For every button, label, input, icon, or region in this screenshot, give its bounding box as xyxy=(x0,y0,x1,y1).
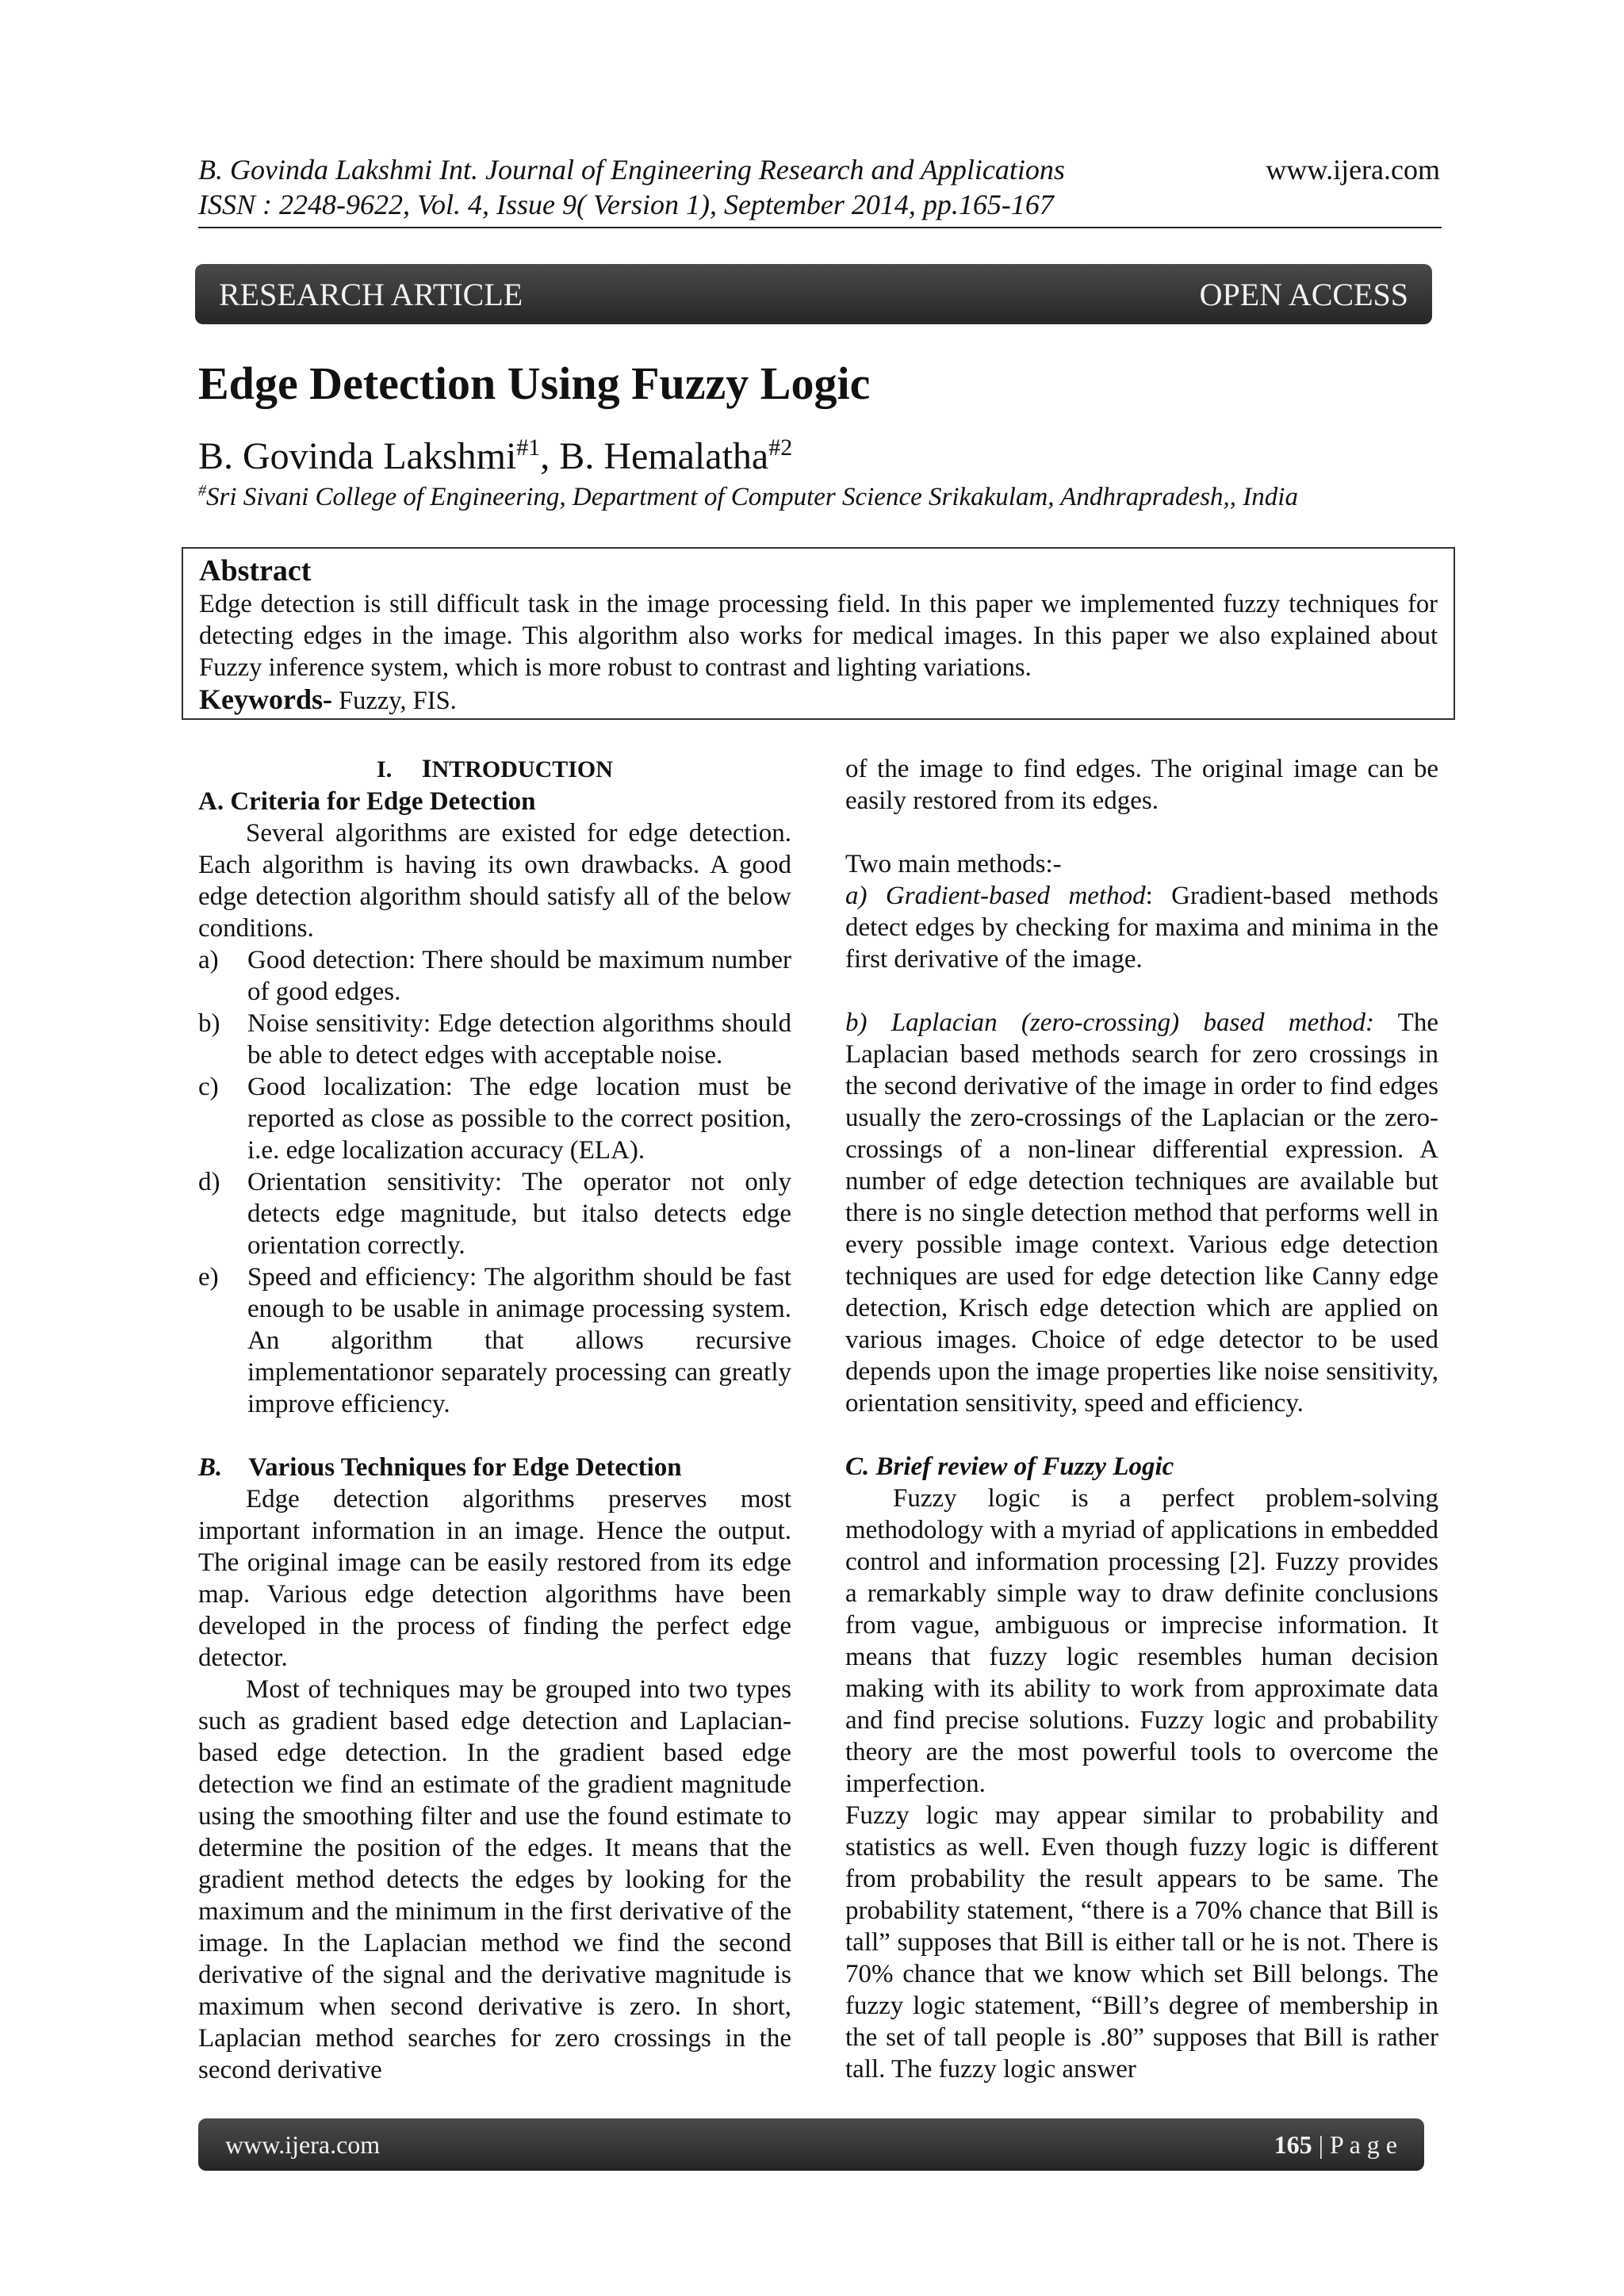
abstract-text: Edge detection is still difficult task in the image processing field. In this paper we implemented fuzzy techniques for detecting edges in the image. This algorithm also works for medical images. In this paper we also explained about Fuzzy inference system, which is more robust to contrast and lighting variations. xyxy=(199,590,1438,682)
criteria-list xyxy=(198,944,791,1420)
paragraph-fuzzy-2: Fuzzy logic may appear similar to probability and statistics as well. Even though fuzzy logic is different from probability the result appears to be same. The probability statement, “there is a 70% chance that Bill is tall” supposes that Bill is either tall or he is not. There is 70% chance that we know which set Bill belongs. The fuzzy logic statement, “Bill’s degree of membership in the set of tall people is .80” supposes that Bill is rather tall. The fuzzy logic answer xyxy=(845,1801,1438,2084)
open-access-label: OPEN ACCESS xyxy=(1199,276,1408,312)
author-list xyxy=(198,434,792,478)
keywords-label: Keywords- xyxy=(199,683,332,715)
list-item xyxy=(198,1008,791,1071)
affiliation-mark: # xyxy=(198,482,206,499)
subsection-c-heading: C. Brief review of Fuzzy Logic xyxy=(845,1452,1174,1481)
spacer xyxy=(845,817,1438,848)
list-item xyxy=(198,1261,791,1420)
list-text: Good detection: There should be maximum number of good edges. xyxy=(247,946,791,1006)
paragraph-continuation: of the image to find edges. The original image can be easily restored from its edges. xyxy=(845,755,1438,815)
right-column xyxy=(845,753,1438,2085)
list-text: Speed and efficiency: The algorithm should be fast enough to be usable in animage processing system. An algorithm that allows recursive implementationor separately processing can greatly improve efficiency. xyxy=(247,1263,791,1418)
paragraph-criteria-intro: Several algorithms are existed for edge detection. Each algorithm is having its own drawbacks. A good edge detection algorithm should satisfy all of the below conditions. xyxy=(198,819,791,943)
abstract-heading: Abstract xyxy=(199,554,312,587)
method-laplacian-label: b) Laplacian (zero-crossing) based method: xyxy=(845,1008,1374,1037)
header-rule xyxy=(198,227,1442,228)
list-text: Noise sensitivity: Edge detection algorithms should be able to detect edges with acceptable noise. xyxy=(247,1009,791,1070)
spacer xyxy=(198,1420,791,1452)
methods-title: Two main methods:- xyxy=(845,850,1062,878)
subsection-b-label: B. xyxy=(198,1453,223,1482)
research-article-label: RESEARCH ARTICLE xyxy=(219,276,523,312)
list-label: a) xyxy=(198,946,219,974)
affiliation-text: Sri Sivani College of Engineering, Department of Computer Science Srikakulam, Andhrapradesh,, India xyxy=(206,483,1298,511)
method-laplacian-text: The Laplacian based methods search for zero crossings in the second derivative of the image in order to find edges usually the zero-crossings of the Laplacian or the zero-crossings of a non-linear differential expression. A number of edge detection techniques are available but there is no single detection method that performs well in every possible image context. Various edge detection techniques are used for edge detection like Canny edge detection, Krisch edge detection which are applied on various images. Choice of edge detector to be used depends upon the image properties like noise sensitivity, orientation sensitivity, speed and efficiency. xyxy=(845,1008,1438,1418)
journal-header xyxy=(198,152,1440,222)
section-initial: I xyxy=(421,755,432,783)
subsection-b-title: Various Techniques for Edge Detection xyxy=(248,1453,682,1482)
spacer xyxy=(845,975,1438,1007)
section-title-rest: NTRODUCTION xyxy=(431,756,613,783)
list-item xyxy=(198,1166,791,1261)
journal-citation: B. Govinda Lakshmi Int. Journal of Engineering Research and Applications xyxy=(198,154,1065,186)
spacer xyxy=(845,1419,1438,1451)
subsection-b-heading xyxy=(198,1452,791,1483)
method-gradient-text: : Gradient-based methods detect edges by checking for maxima and minima in the first derivative of the image. xyxy=(845,882,1438,974)
left-column xyxy=(198,753,791,2086)
list-label: b) xyxy=(198,1009,220,1038)
method-gradient xyxy=(845,880,1438,975)
keywords-line xyxy=(199,683,1438,717)
list-label: d) xyxy=(198,1168,220,1196)
page-number-value: 165 xyxy=(1274,2130,1312,2159)
list-item xyxy=(198,1071,791,1166)
paragraph-fuzzy-1: Fuzzy logic is a perfect problem-solving methodology with a myriad of applications in embedded control and information processing [2]. Fuzzy provides a remarkably simple way to draw definite conclusions from vague, ambiguous or imprecise information. It means that fuzzy logic resembles human decision making with its ability to work from approximate data and find precise solutions. Fuzzy logic and probability theory are the most powerful tools to overcome the imperfection. xyxy=(845,1484,1438,1798)
footer-website[interactable]: www.ijera.com xyxy=(225,2130,381,2159)
paragraph-techniques-1: Edge detection algorithms preserves most important information in an image. Hence the output. The original image can be easily restored from its edge map. Various edge detection algorithms have been developed in the process of finding the perfect edge detector. xyxy=(198,1485,791,1672)
affiliation xyxy=(198,482,1298,512)
author-2-mark: #2 xyxy=(768,434,793,461)
paper-title: Edge Detection Using Fuzzy Logic xyxy=(198,358,871,409)
list-label: c) xyxy=(198,1073,219,1101)
page-label: | P a g e xyxy=(1312,2130,1397,2159)
subsection-a-heading: A. Criteria for Edge Detection xyxy=(198,787,536,816)
page-footer xyxy=(198,2118,1424,2171)
journal-issn: ISSN : 2248-9622, Vol. 4, Issue 9( Version 1), September 2014, pp.165-167 xyxy=(198,189,1054,220)
section-number: I. xyxy=(377,756,393,783)
journal-website[interactable]: www.ijera.com xyxy=(1266,154,1440,186)
author-separator: , xyxy=(540,435,560,477)
list-text: Orientation sensitivity: The operator not only detects edge magnitude, but italso detects edge orientation correctly. xyxy=(247,1168,791,1260)
page-number xyxy=(1274,2130,1397,2160)
list-text: Good localization: The edge location must be reported as close as possible to the correct position, i.e. edge localization accuracy (ELA). xyxy=(247,1073,791,1165)
method-laplacian xyxy=(845,1007,1438,1419)
keywords-value: Fuzzy, FIS. xyxy=(331,687,457,715)
abstract-box xyxy=(182,547,1455,720)
author-2: B. Hemalatha xyxy=(559,435,769,477)
author-1: B. Govinda Lakshmi xyxy=(198,435,517,477)
paragraph-techniques-2: Most of techniques may be grouped into two types such as gradient based edge detection and Laplacian-based edge detection. In the gradient based edge detection we find an estimate of the gradient magnitude using the smoothing filter and use the found estimate to determine the position of the edges. It means that the gradient method detects the edges by looking for the maximum and the minimum in the first derivative of the image. In the Laplacian method we find the second derivative of the signal and the derivative magnitude is maximum when second derivative is zero. In short, Laplacian method searches for zero crossings in the second derivative xyxy=(198,1675,791,2084)
author-1-mark: #1 xyxy=(516,434,541,461)
article-type-banner xyxy=(195,264,1432,324)
list-label: e) xyxy=(198,1263,219,1292)
section-heading-introduction xyxy=(198,753,791,786)
method-gradient-label: a) Gradient-based method xyxy=(845,882,1146,910)
list-item xyxy=(198,944,791,1008)
